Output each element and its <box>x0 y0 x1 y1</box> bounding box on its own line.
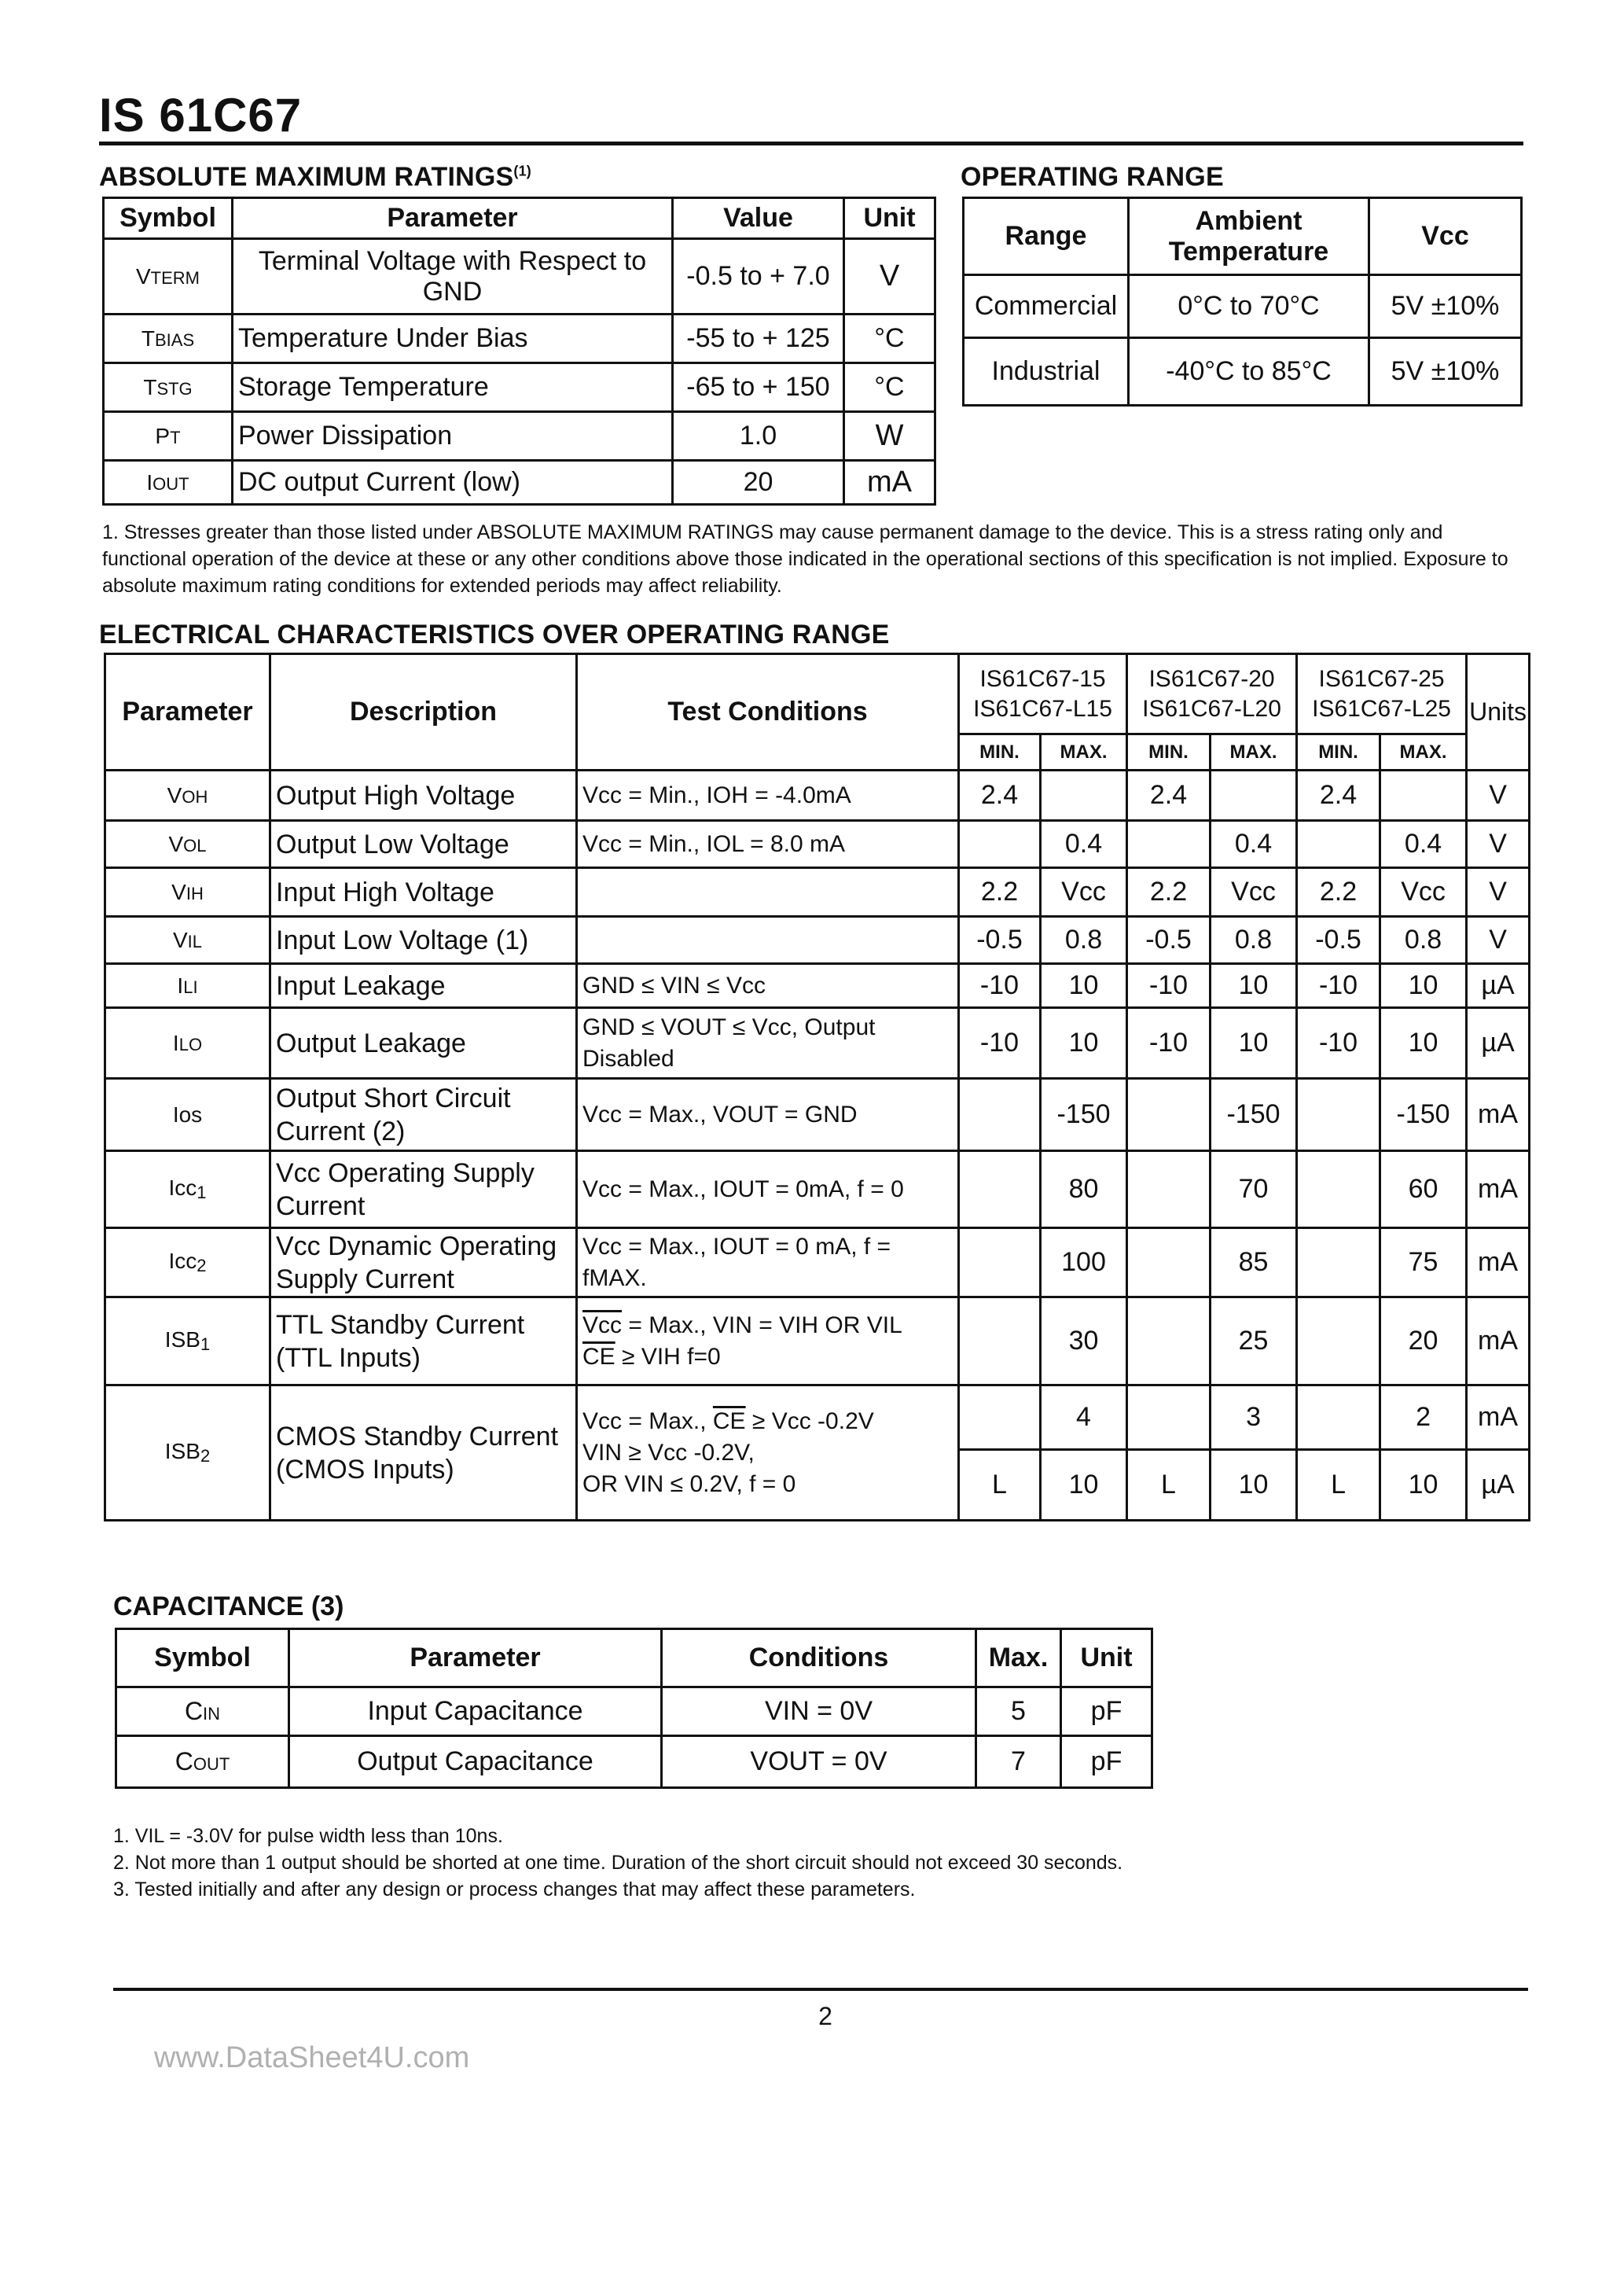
value-cell: 0.4 <box>1041 821 1127 868</box>
param-cell <box>105 964 270 1008</box>
stress-note: 1. Stresses greater than those listed under ABSOLUTE MAXIMUM RATINGS may cause permanent damage to the device. This is a stress rating only and functional operation of the device at these or any other conditions above those indicated in the operational sections of this specification is not implied. Exposure to absolute maximum rating conditions for extended periods may affect reliability. <box>102 521 1508 597</box>
page-number: 2 <box>818 2002 832 2030</box>
test-cell: Vcc = Max., IOUT = 0mA, f = 0 <box>577 1151 959 1228</box>
param-sub: LI <box>183 977 198 997</box>
value-cell: 0.4 <box>1211 821 1297 868</box>
param-sub: OL <box>183 835 207 855</box>
value-cell: 75 <box>1380 1228 1467 1297</box>
test-line: VIN ≥ Vcc -0.2V, <box>582 1439 755 1466</box>
col-header: Parameter <box>289 1629 662 1687</box>
value-cell: 0.8 <box>1380 917 1467 964</box>
table-row <box>104 363 935 412</box>
capacitance-title <box>113 1591 344 1622</box>
symbol: V <box>135 263 151 289</box>
test-text-overline: $\overline{CE}$ <box>582 1343 615 1370</box>
parameter-cell: DC output Current (low) <box>233 461 673 505</box>
table-row <box>105 1297 1530 1385</box>
param-sub: OH <box>182 786 208 807</box>
value-cell: 10 <box>1211 964 1297 1008</box>
unit-cell: V <box>844 239 935 315</box>
value-cell <box>959 1079 1041 1151</box>
value-cell: 2.2 <box>1297 868 1380 917</box>
col-header: Symbol <box>104 198 233 239</box>
desc-cell: Output Leakage <box>270 1008 577 1079</box>
value-cell: 0.8 <box>1211 917 1297 964</box>
table-row <box>105 1151 1530 1228</box>
test-cell <box>577 1385 959 1521</box>
footer-rule <box>113 1988 1528 1991</box>
grade-line2: IS61C67-L25 <box>1312 695 1451 722</box>
desc-cell: Output Low Voltage <box>270 821 577 868</box>
unit-cell: V <box>1467 917 1530 964</box>
parameter-cell: Output Capacitance <box>289 1736 662 1788</box>
value-cell <box>959 1228 1041 1297</box>
value-cell: 10 <box>1380 1450 1467 1521</box>
footnotes <box>113 1823 1497 1903</box>
value-cell: 3 <box>1211 1385 1297 1450</box>
value-cell: -150 <box>1211 1079 1297 1151</box>
max-cell: 5 <box>976 1687 1061 1736</box>
param-cell <box>105 917 270 964</box>
col-header: Ambient Temperature <box>1129 198 1369 275</box>
abs-max-title <box>99 162 531 193</box>
grade-line2: IS61C67-L15 <box>973 695 1112 722</box>
value-cell <box>1380 771 1467 821</box>
param-sub: IH <box>186 883 204 903</box>
unit-cell: µA <box>1467 964 1530 1008</box>
vcc-cell: 5V ±10% <box>1369 338 1522 406</box>
operating-range-title: OPERATING RANGE <box>961 162 1224 192</box>
symbol-cell <box>116 1736 289 1788</box>
range-cell: Industrial <box>964 338 1129 406</box>
table-row <box>104 412 935 461</box>
test-cell <box>577 868 959 917</box>
desc-cell: Vcc Dynamic Operating Supply Current <box>270 1228 577 1297</box>
table-row <box>964 275 1522 338</box>
symbol-sub: T <box>170 427 181 447</box>
unit-cell: mA <box>1467 1228 1530 1297</box>
value-cell: -55 to + 125 <box>673 315 844 363</box>
col-header: Unit <box>844 198 935 239</box>
footnote: 2. Not more than 1 output should be shorted at one time. Duration of the short circuit should not exceed 30 seconds. <box>113 1852 1123 1874</box>
value-cell <box>1127 1228 1211 1297</box>
unit-cell: V <box>1467 771 1530 821</box>
test-cell: Vcc = Min., IOL = 8.0 mA <box>577 821 959 868</box>
symbol-sub: IN <box>203 1704 221 1724</box>
col-header: Range <box>964 198 1129 275</box>
param-symbol: V <box>168 831 184 856</box>
value-cell: -10 <box>1127 1008 1211 1079</box>
param-sub: IL <box>187 931 203 951</box>
value-cell <box>959 1385 1041 1450</box>
value-cell: 10 <box>1211 1008 1297 1079</box>
value-cell: 10 <box>1041 964 1127 1008</box>
parameter-cell: Input Capacitance <box>289 1687 662 1736</box>
grade-header <box>959 654 1127 734</box>
value-cell: L <box>1127 1450 1211 1521</box>
unit-cell: mA <box>1467 1385 1530 1450</box>
table-row <box>105 821 1530 868</box>
parameter-cell: Temperature Under Bias <box>233 315 673 363</box>
table-row <box>105 868 1530 917</box>
col-header-units: Units <box>1467 654 1530 771</box>
param-symbol: I <box>172 1030 179 1055</box>
param-sub: 2 <box>197 1256 207 1276</box>
value-cell <box>959 1297 1041 1385</box>
value-cell: -10 <box>1297 964 1380 1008</box>
value-cell: 85 <box>1211 1228 1297 1297</box>
watermark: www.DataSheet4U.com <box>154 2041 470 2074</box>
unit-cell: µA <box>1467 1008 1530 1079</box>
unit-cell: µA <box>1467 1450 1530 1521</box>
symbol-sub: STG <box>156 378 193 399</box>
value-cell: 2.2 <box>1127 868 1211 917</box>
table-row <box>104 239 935 315</box>
value-cell: 4 <box>1041 1385 1127 1450</box>
param-symbol: I <box>177 973 184 998</box>
vcc-cell: 5V ±10% <box>1369 275 1522 338</box>
table-row <box>105 917 1530 964</box>
max-header: MAX. <box>1211 734 1297 771</box>
symbol: T <box>143 374 157 399</box>
value-cell: L <box>1297 1450 1380 1521</box>
param-sub: LO <box>178 1034 203 1054</box>
param-symbol: Ios <box>172 1102 203 1127</box>
test-line <box>582 1310 953 1341</box>
value-cell <box>1297 821 1380 868</box>
symbol: T <box>141 326 155 351</box>
unit-cell: mA <box>844 461 935 505</box>
col-header: Parameter <box>233 198 673 239</box>
param-sub: 2 <box>200 1446 211 1466</box>
value-cell: 20 <box>673 461 844 505</box>
unit-cell: mA <box>1467 1151 1530 1228</box>
col-header: Vcc <box>1369 198 1522 275</box>
value-cell <box>1127 1151 1211 1228</box>
value-cell: Vcc <box>1211 868 1297 917</box>
value-cell: 10 <box>1041 1008 1127 1079</box>
unit-cell: mA <box>1467 1079 1530 1151</box>
value-cell <box>1127 821 1211 868</box>
test-cell <box>577 1297 959 1385</box>
symbol-sub: TERM <box>150 267 200 288</box>
conditions-cell: VOUT = 0V <box>662 1736 976 1788</box>
unit-cell: V <box>1467 821 1530 868</box>
param-symbol: V <box>167 782 182 808</box>
symbol-sub: BIAS <box>154 329 195 350</box>
value-cell: -0.5 <box>1297 917 1380 964</box>
col-header-test: Test Conditions <box>577 654 959 771</box>
symbol-cell <box>104 239 233 315</box>
value-cell: 80 <box>1041 1151 1127 1228</box>
symbol-sub: OUT <box>193 1754 230 1774</box>
value-cell <box>1297 1228 1380 1297</box>
param-cell <box>105 1008 270 1079</box>
param-cell <box>105 1228 270 1297</box>
value-cell <box>1127 1079 1211 1151</box>
col-header: Max. <box>976 1629 1061 1687</box>
param-cell <box>105 1297 270 1385</box>
part-number-title: IS 61C67 <box>99 89 303 142</box>
value-cell <box>1211 771 1297 821</box>
value-cell: 100 <box>1041 1228 1127 1297</box>
elec-body <box>105 771 1530 1385</box>
parameter-cell: Power Dissipation <box>233 412 673 461</box>
test-cell: Vcc = Max., IOUT = 0 mA, f = fMAX. <box>577 1228 959 1297</box>
table-row <box>116 1736 1152 1788</box>
test-cell: Vcc = Min., IOH = -4.0mA <box>577 771 959 821</box>
desc-cell: Input High Voltage <box>270 868 577 917</box>
col-header-description: Description <box>270 654 577 771</box>
temp-cell: 0°C to 70°C <box>1129 275 1369 338</box>
param-cell <box>105 1151 270 1228</box>
value-cell: 20 <box>1380 1297 1467 1385</box>
col-header: Symbol <box>116 1629 289 1687</box>
param-symbol: ISB <box>164 1326 200 1352</box>
value-cell: -0.5 <box>1127 917 1211 964</box>
symbol: I <box>146 469 153 495</box>
value-cell: L <box>959 1450 1041 1521</box>
table-row <box>964 338 1522 406</box>
value-cell: -0.5 to + 7.0 <box>673 239 844 315</box>
elec-table <box>104 653 1530 1521</box>
symbol: P <box>155 423 171 448</box>
unit-cell: °C <box>844 315 935 363</box>
value-cell <box>1297 1151 1380 1228</box>
test-line <box>582 1341 953 1373</box>
param-sub: 1 <box>200 1334 211 1355</box>
value-cell: -150 <box>1380 1079 1467 1151</box>
value-cell: 10 <box>1211 1450 1297 1521</box>
footnote: 1. VIL = -3.0V for pulse width less than 10ns. <box>113 1825 503 1847</box>
param-symbol: Icc <box>168 1175 197 1200</box>
value-cell: -0.5 <box>959 917 1041 964</box>
symbol: C <box>175 1747 193 1775</box>
value-cell: -10 <box>1297 1008 1380 1079</box>
value-cell: 10 <box>1380 1008 1467 1079</box>
value-cell: -150 <box>1041 1079 1127 1151</box>
test-text: = Max., VIN = VIH OR VIL <box>622 1312 902 1338</box>
capacitance-title-text: CAPACITANCE (3) <box>113 1591 344 1621</box>
col-header: Value <box>673 198 844 239</box>
table-row <box>105 964 1530 1008</box>
abs-max-title-note: (1) <box>513 163 531 179</box>
value-cell <box>1127 1297 1211 1385</box>
unit-cell: pF <box>1061 1687 1152 1736</box>
value-cell <box>1127 1385 1211 1450</box>
value-cell: 30 <box>1041 1297 1127 1385</box>
value-cell: Vcc <box>1380 868 1467 917</box>
desc-cell: CMOS Standby Current (CMOS Inputs) <box>270 1385 577 1521</box>
symbol-cell <box>104 461 233 505</box>
table-row <box>105 1228 1530 1297</box>
capacitance-table <box>115 1628 1153 1789</box>
table-row <box>105 1079 1530 1151</box>
grade-line1: IS61C67-25 <box>1318 665 1445 692</box>
unit-cell: pF <box>1061 1736 1152 1788</box>
value-cell: 0.8 <box>1041 917 1127 964</box>
value-cell <box>959 821 1041 868</box>
value-cell: -10 <box>959 1008 1041 1079</box>
param-sub: 1 <box>197 1183 207 1203</box>
parameter-cell: Terminal Voltage with Respect to GND <box>233 239 673 315</box>
table-row <box>116 1687 1152 1736</box>
col-header: Unit <box>1061 1629 1152 1687</box>
value-cell: 2.4 <box>1297 771 1380 821</box>
test-text: ≥ VIH f=0 <box>615 1343 721 1370</box>
symbol-cell <box>104 412 233 461</box>
value-cell: 10 <box>1041 1450 1127 1521</box>
max-cell: 7 <box>976 1736 1061 1788</box>
symbol-sub: OUT <box>152 473 189 494</box>
grade-line2: IS61C67-L20 <box>1142 695 1281 722</box>
value-cell <box>959 1151 1041 1228</box>
grade-line1: IS61C67-20 <box>1148 665 1275 692</box>
col-header: Conditions <box>662 1629 976 1687</box>
symbol: C <box>184 1697 204 1725</box>
elec-title: ELECTRICAL CHARACTERISTICS OVER OPERATING RANGE <box>99 620 890 649</box>
grade-header <box>1127 654 1297 734</box>
test-cell: GND ≤ VIN ≤ Vcc <box>577 964 959 1008</box>
value-cell: 2.4 <box>959 771 1041 821</box>
grade-line1: IS61C67-15 <box>979 665 1106 692</box>
param-symbol: V <box>171 879 186 904</box>
abs-max-title-text: ABSOLUTE MAXIMUM RATINGS <box>99 162 514 192</box>
value-cell: -10 <box>959 964 1041 1008</box>
unit-cell: V <box>1467 868 1530 917</box>
value-cell: 2 <box>1380 1385 1467 1450</box>
conditions-cell: VIN = 0V <box>662 1687 976 1736</box>
test-cell <box>577 917 959 964</box>
desc-cell: Input Leakage <box>270 964 577 1008</box>
parameter-cell: Storage Temperature <box>233 363 673 412</box>
grade-header <box>1297 654 1467 734</box>
value-cell: 1.0 <box>673 412 844 461</box>
value-cell: Vcc <box>1041 868 1127 917</box>
test-cell: Vcc = Max., VOUT = GND <box>577 1079 959 1151</box>
temp-cell: -40°C to 85°C <box>1129 338 1369 406</box>
desc-cell: Output Short Circuit Current (2) <box>270 1079 577 1151</box>
test-cell: GND ≤ VOUT ≤ Vcc, Output Disabled <box>577 1008 959 1079</box>
table-row <box>104 315 935 363</box>
param-cell <box>105 821 270 868</box>
value-cell: 2.2 <box>959 868 1041 917</box>
value-cell: 2.4 <box>1127 771 1211 821</box>
col-header-parameter: Parameter <box>105 654 270 771</box>
param-cell <box>105 1079 270 1151</box>
param-symbol: ISB <box>164 1438 200 1463</box>
symbol-cell <box>104 363 233 412</box>
test-text: ≥ Vcc -0.2V <box>745 1407 874 1434</box>
unit-cell: mA <box>1467 1297 1530 1385</box>
value-cell: -65 to + 150 <box>673 363 844 412</box>
test-text-overline: $\overline{Vcc}$ <box>582 1312 623 1338</box>
operating-range-table <box>962 197 1523 407</box>
abs-max-table <box>102 197 936 506</box>
test-line <box>582 1406 953 1437</box>
value-cell: 25 <box>1211 1297 1297 1385</box>
value-cell: 0.4 <box>1380 821 1467 868</box>
min-header: MIN. <box>1297 734 1380 771</box>
symbol-cell <box>116 1687 289 1736</box>
table-row <box>104 461 935 505</box>
test-line: OR VIN ≤ 0.2V, f = 0 <box>582 1470 796 1497</box>
param-cell <box>105 868 270 917</box>
desc-cell: Input Low Voltage (1) <box>270 917 577 964</box>
value-cell: 10 <box>1380 964 1467 1008</box>
value-cell <box>1297 1079 1380 1151</box>
param-cell <box>105 771 270 821</box>
table-row <box>105 771 1530 821</box>
table-row <box>105 1008 1530 1079</box>
value-cell <box>1041 771 1127 821</box>
value-cell: -10 <box>1127 964 1211 1008</box>
min-header: MIN. <box>1127 734 1211 771</box>
desc-cell: Output High Voltage <box>270 771 577 821</box>
table-row <box>105 1385 1530 1450</box>
footnote: 3. Tested initially and after any design or process changes that may affect these parameters. <box>113 1878 916 1900</box>
value-cell: 70 <box>1211 1151 1297 1228</box>
param-cell <box>105 1385 270 1521</box>
range-cell: Commercial <box>964 275 1129 338</box>
value-cell <box>1297 1385 1380 1450</box>
test-text-overline: $\overline{CE}$ <box>712 1407 746 1434</box>
unit-cell: °C <box>844 363 935 412</box>
symbol-cell <box>104 315 233 363</box>
param-symbol: V <box>172 927 188 952</box>
value-cell: 60 <box>1380 1151 1467 1228</box>
unit-cell: W <box>844 412 935 461</box>
desc-cell: TTL Standby Current (TTL Inputs) <box>270 1297 577 1385</box>
param-symbol: Icc <box>168 1248 197 1273</box>
max-header: MAX. <box>1041 734 1127 771</box>
test-text: Vcc = Max., <box>582 1407 713 1434</box>
desc-cell: Vcc Operating Supply Current <box>270 1151 577 1228</box>
header-rule <box>99 142 1523 145</box>
min-header: MIN. <box>959 734 1041 771</box>
max-header: MAX. <box>1380 734 1467 771</box>
value-cell <box>1297 1297 1380 1385</box>
